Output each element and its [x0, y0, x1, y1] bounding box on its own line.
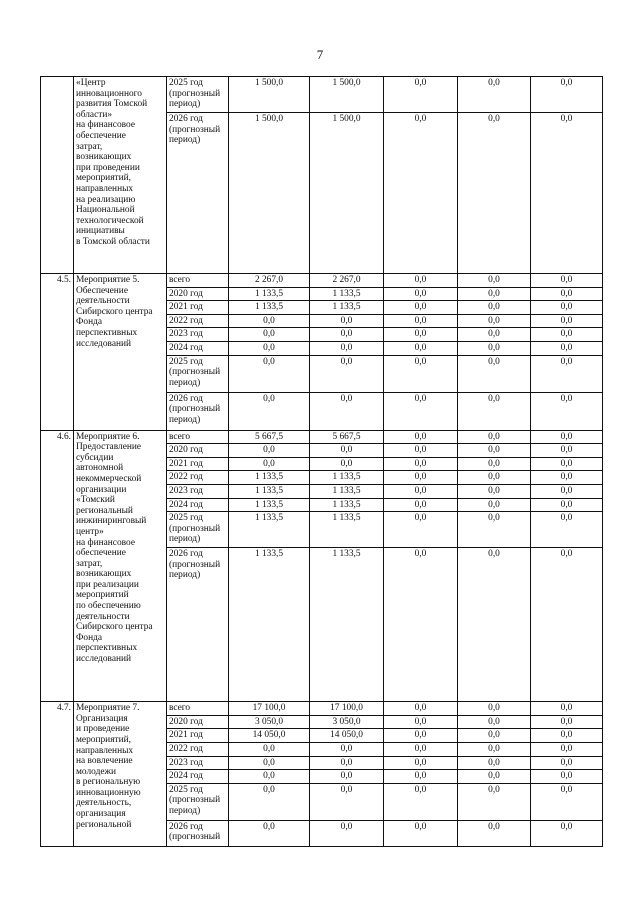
regional-cell: 0,0: [384, 328, 458, 342]
federal-cell: 0,0: [310, 328, 384, 342]
federal-cell: 0,0: [310, 457, 384, 471]
extrabudget-cell: 0,0: [531, 820, 603, 846]
total-cell: 0,0: [229, 355, 310, 392]
period-cell: 2025 год (прогнозный период): [167, 512, 229, 548]
regional-cell: 0,0: [384, 498, 458, 512]
total-cell: 0,0: [229, 770, 310, 784]
total-cell: 0,0: [229, 314, 310, 328]
total-cell: 1 500,0: [229, 113, 310, 274]
federal-cell: 3 050,0: [310, 715, 384, 729]
total-cell: 1 133,5: [229, 301, 310, 315]
federal-cell: 0,0: [310, 355, 384, 392]
regional-cell: 0,0: [384, 77, 458, 113]
local-cell: 0,0: [458, 430, 531, 444]
regional-cell: 0,0: [384, 287, 458, 301]
regional-cell: 0,0: [384, 742, 458, 756]
federal-cell: 2 267,0: [310, 274, 384, 288]
federal-cell: 1 133,5: [310, 498, 384, 512]
period-cell: 2024 год: [167, 770, 229, 784]
extrabudget-cell: 0,0: [531, 512, 603, 548]
extrabudget-cell: 0,0: [531, 729, 603, 743]
extrabudget-cell: 0,0: [531, 355, 603, 392]
regional-cell: 0,0: [384, 756, 458, 770]
local-cell: 0,0: [458, 484, 531, 498]
local-cell: 0,0: [458, 274, 531, 288]
extrabudget-cell: 0,0: [531, 498, 603, 512]
total-cell: 1 133,5: [229, 287, 310, 301]
federal-cell: 0,0: [310, 392, 384, 430]
total-cell: 14 050,0: [229, 729, 310, 743]
local-cell: 0,0: [458, 328, 531, 342]
total-cell: 0,0: [229, 820, 310, 846]
regional-cell: 0,0: [384, 820, 458, 846]
total-cell: 0,0: [229, 444, 310, 458]
federal-cell: 1 133,5: [310, 484, 384, 498]
local-cell: 0,0: [458, 301, 531, 315]
federal-cell: 0,0: [310, 314, 384, 328]
extrabudget-cell: 0,0: [531, 742, 603, 756]
local-cell: 0,0: [458, 77, 531, 113]
period-cell: 2020 год: [167, 444, 229, 458]
total-cell: 0,0: [229, 457, 310, 471]
period-cell: 2021 год: [167, 729, 229, 743]
local-cell: 0,0: [458, 756, 531, 770]
regional-cell: 0,0: [384, 729, 458, 743]
regional-cell: 0,0: [384, 548, 458, 702]
budget-table: [40, 76, 603, 847]
period-cell: 2023 год: [167, 484, 229, 498]
local-cell: 0,0: [458, 457, 531, 471]
federal-cell: 5 667,5: [310, 430, 384, 444]
period-cell: 2023 год: [167, 756, 229, 770]
total-cell: 1 133,5: [229, 471, 310, 485]
federal-cell: 0,0: [310, 742, 384, 756]
local-cell: 0,0: [458, 715, 531, 729]
extrabudget-cell: 0,0: [531, 77, 603, 113]
local-cell: 0,0: [458, 702, 531, 716]
local-cell: 0,0: [458, 742, 531, 756]
total-cell: 0,0: [229, 328, 310, 342]
extrabudget-cell: 0,0: [531, 770, 603, 784]
period-cell: 2026 год (прогнозный: [167, 820, 229, 846]
period-cell: 2021 год: [167, 457, 229, 471]
regional-cell: 0,0: [384, 355, 458, 392]
item-description: Мероприятие 5. Обеспечение деятельности Сибирского центра Фонда перспективных исследований: [74, 274, 167, 431]
regional-cell: 0,0: [384, 512, 458, 548]
extrabudget-cell: 0,0: [531, 341, 603, 355]
regional-cell: 0,0: [384, 444, 458, 458]
total-cell: 1 133,5: [229, 484, 310, 498]
local-cell: 0,0: [458, 783, 531, 820]
total-cell: 1 500,0: [229, 77, 310, 113]
local-cell: 0,0: [458, 820, 531, 846]
extrabudget-cell: 0,0: [531, 756, 603, 770]
period-cell: 2026 год (прогнозный период): [167, 548, 229, 702]
total-cell: 1 133,5: [229, 498, 310, 512]
regional-cell: 0,0: [384, 484, 458, 498]
regional-cell: 0,0: [384, 457, 458, 471]
extrabudget-cell: 0,0: [531, 287, 603, 301]
period-cell: всего: [167, 274, 229, 288]
period-cell: всего: [167, 430, 229, 444]
period-cell: 2021 год: [167, 301, 229, 315]
item-number: [41, 77, 74, 274]
total-cell: 0,0: [229, 742, 310, 756]
local-cell: 0,0: [458, 498, 531, 512]
extrabudget-cell: 0,0: [531, 715, 603, 729]
extrabudget-cell: 0,0: [531, 484, 603, 498]
total-cell: 2 267,0: [229, 274, 310, 288]
federal-cell: 1 500,0: [310, 113, 384, 274]
period-cell: всего: [167, 702, 229, 716]
total-cell: 0,0: [229, 392, 310, 430]
federal-cell: 1 133,5: [310, 287, 384, 301]
period-cell: 2026 год (прогнозный период): [167, 113, 229, 274]
regional-cell: 0,0: [384, 274, 458, 288]
federal-cell: 0,0: [310, 783, 384, 820]
local-cell: 0,0: [458, 341, 531, 355]
local-cell: 0,0: [458, 770, 531, 784]
regional-cell: 0,0: [384, 341, 458, 355]
period-cell: 2020 год: [167, 715, 229, 729]
item-number: 4.6.: [41, 430, 74, 702]
total-cell: 5 667,5: [229, 430, 310, 444]
period-cell: 2022 год: [167, 314, 229, 328]
regional-cell: 0,0: [384, 314, 458, 328]
item-number: 4.7.: [41, 702, 74, 847]
extrabudget-cell: 0,0: [531, 444, 603, 458]
total-cell: 1 133,5: [229, 548, 310, 702]
local-cell: 0,0: [458, 287, 531, 301]
extrabudget-cell: 0,0: [531, 471, 603, 485]
total-cell: 1 133,5: [229, 512, 310, 548]
federal-cell: 0,0: [310, 756, 384, 770]
regional-cell: 0,0: [384, 430, 458, 444]
period-cell: 2022 год: [167, 471, 229, 485]
period-cell: 2024 год: [167, 341, 229, 355]
total-cell: 0,0: [229, 783, 310, 820]
local-cell: 0,0: [458, 729, 531, 743]
local-cell: 0,0: [458, 512, 531, 548]
local-cell: 0,0: [458, 113, 531, 274]
regional-cell: 0,0: [384, 702, 458, 716]
federal-cell: 1 133,5: [310, 548, 384, 702]
federal-cell: 1 133,5: [310, 512, 384, 548]
table-row: [41, 274, 603, 288]
federal-cell: 0,0: [310, 341, 384, 355]
regional-cell: 0,0: [384, 715, 458, 729]
extrabudget-cell: 0,0: [531, 301, 603, 315]
federal-cell: 14 050,0: [310, 729, 384, 743]
period-cell: 2023 год: [167, 328, 229, 342]
item-description: «Центр инновационного развития Томской области» на финансовое обеспечение затрат, возникающих при проведении мероприятий, направленных на реализацию Национальной технологической инициативы в Томской области: [74, 77, 167, 274]
local-cell: 0,0: [458, 471, 531, 485]
regional-cell: 0,0: [384, 471, 458, 485]
page-number: 7: [316, 47, 324, 62]
period-cell: 2024 год: [167, 498, 229, 512]
extrabudget-cell: 0,0: [531, 274, 603, 288]
extrabudget-cell: 0,0: [531, 113, 603, 274]
extrabudget-cell: 0,0: [531, 430, 603, 444]
local-cell: 0,0: [458, 548, 531, 702]
local-cell: 0,0: [458, 444, 531, 458]
local-cell: 0,0: [458, 355, 531, 392]
item-number: 4.5.: [41, 274, 74, 431]
table-row: [41, 77, 603, 113]
extrabudget-cell: 0,0: [531, 548, 603, 702]
total-cell: 3 050,0: [229, 715, 310, 729]
total-cell: 17 100,0: [229, 702, 310, 716]
total-cell: 0,0: [229, 341, 310, 355]
regional-cell: 0,0: [384, 770, 458, 784]
period-cell: 2022 год: [167, 742, 229, 756]
regional-cell: 0,0: [384, 783, 458, 820]
period-cell: 2020 год: [167, 287, 229, 301]
period-cell: 2026 год (прогнозный период): [167, 392, 229, 430]
table-row: [41, 702, 603, 716]
regional-cell: 0,0: [384, 113, 458, 274]
extrabudget-cell: 0,0: [531, 314, 603, 328]
extrabudget-cell: 0,0: [531, 702, 603, 716]
period-cell: 2025 год (прогнозный период): [167, 355, 229, 392]
federal-cell: 1 133,5: [310, 471, 384, 485]
budget-table-body: [41, 77, 603, 847]
federal-cell: 0,0: [310, 444, 384, 458]
item-description: Мероприятие 7. Организация и проведение мероприятий, направленных на вовлечение молодежи в региональную инновационную деятельность, организация региональной: [74, 702, 167, 847]
extrabudget-cell: 0,0: [531, 457, 603, 471]
local-cell: 0,0: [458, 392, 531, 430]
extrabudget-cell: 0,0: [531, 783, 603, 820]
extrabudget-cell: 0,0: [531, 392, 603, 430]
regional-cell: 0,0: [384, 392, 458, 430]
regional-cell: 0,0: [384, 301, 458, 315]
period-cell: 2025 год (прогнозный период): [167, 77, 229, 113]
federal-cell: 17 100,0: [310, 702, 384, 716]
table-row: [41, 430, 603, 444]
federal-cell: 1 500,0: [310, 77, 384, 113]
total-cell: 0,0: [229, 756, 310, 770]
extrabudget-cell: 0,0: [531, 328, 603, 342]
federal-cell: 0,0: [310, 770, 384, 784]
federal-cell: 1 133,5: [310, 301, 384, 315]
federal-cell: 0,0: [310, 820, 384, 846]
item-description: Мероприятие 6. Предоставление субсидии автономной некоммерческой организации «Томский региональный инжиниринговый центр» на финансовое обеспечение затрат, возникающих при реализации мероприятий по обеспечению деятельности Сибирского центра Фонда перспективных исследований: [74, 430, 167, 702]
period-cell: 2025 год (прогнозный период): [167, 783, 229, 820]
local-cell: 0,0: [458, 314, 531, 328]
